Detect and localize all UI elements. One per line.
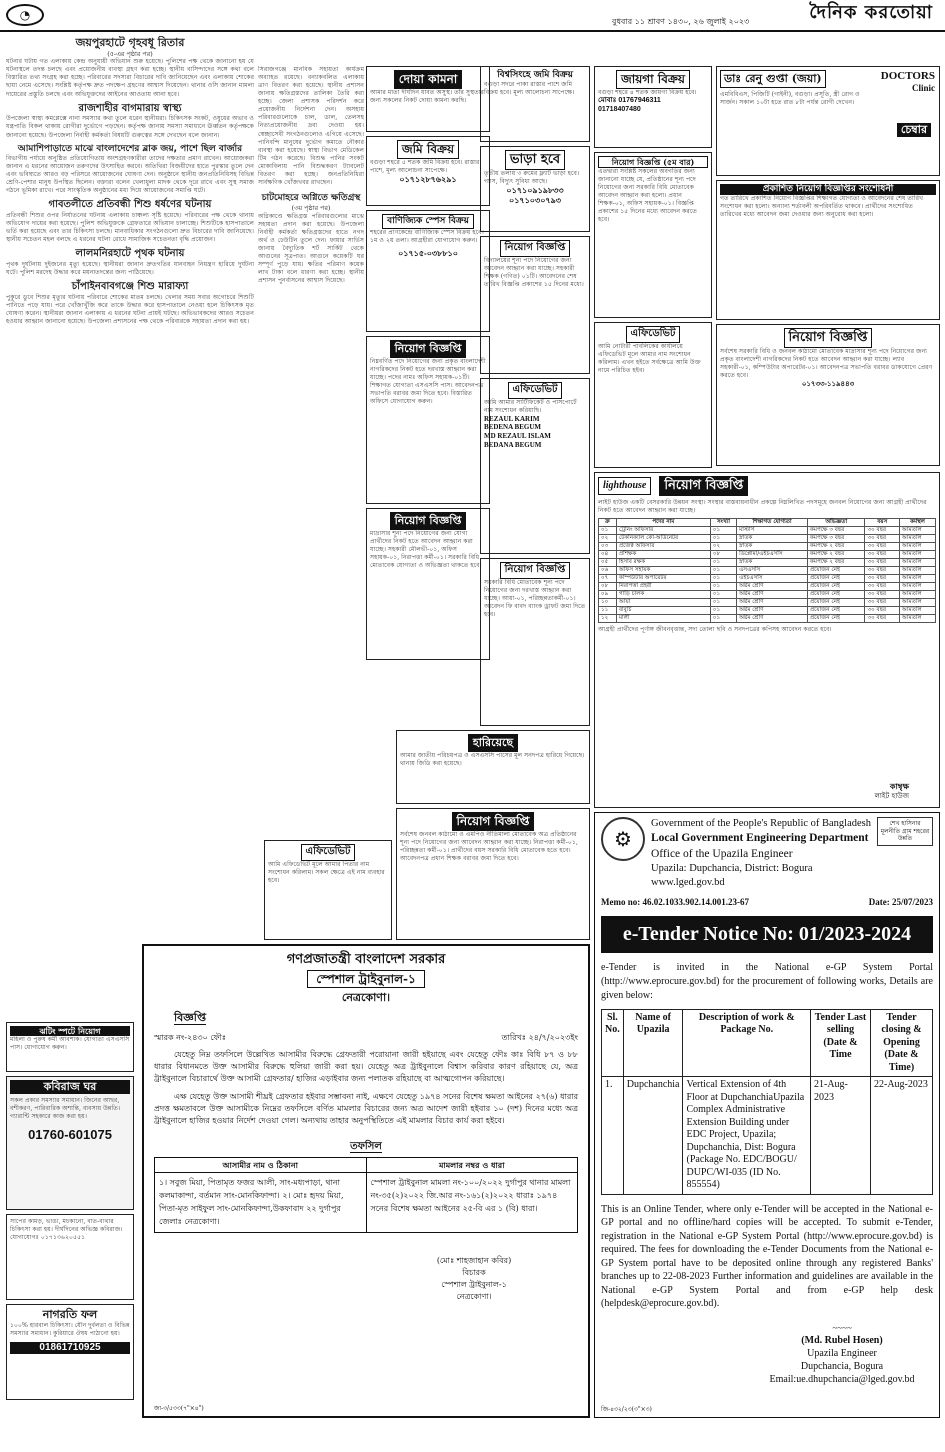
lged-signer: (Md. Rubel Hosen) (801, 1335, 883, 1347)
court-ref: স্মারক নং-২৪৩০ ফৌঃ (154, 1032, 227, 1042)
ad-niyog-3: নিয়োগ বিজ্ঞপ্তি বিদ্যালয়ের শূন্য পদে নিয়োগের জন্য আবেদন আহ্বান করা যাচ্ছে। সহকারী শিক্ষক (গণিত) ০১টি। আবেদনের শেষ তারিখ বিজ্ঞপ্তি প্রকাশের ১৫ দিনের মধ্যে। (480, 236, 590, 374)
lighthouse-cell: প্রয়োজন নেই (807, 591, 865, 599)
kabiraj-ad: কবিরাজ ঘর সকল প্রকার সমস্যার সমাধান। জিনের আছর, বশীকরণ, পারিবারিক অশান্তি, ব্যবসায় উন্নতি। গ্যারান্টি সহকারে কাজ করা হয়। 01760-601075 (6, 1076, 134, 1210)
lighthouse-th-3: শিক্ষাগত যোগ্যতা (737, 519, 808, 527)
ad-jomi-phone: ০১৭১২৮৭৬২৯১ (399, 175, 457, 185)
ad-niyog-3-title: নিয়োগ বিজ্ঞপ্তি (500, 240, 571, 257)
second-news-column: সিরাজগঞ্জে মানবিক সহায়তা কার্যক্রম অব্যাহত রয়েছে। বন্যাকবলিত এলাকায় ত্রাণ বিতরণ করা হয়েছে। স্থানীয় প্রশাসন জানায় ক্ষতিগ্রস্তদের তালিকা তৈরি করা হচ্ছে। জেলা প্রশাসক পরিদর্শন করে প্রয়োজনীয় নির্দেশনা দেন। অসহায় পরিবারগুলোকে চাল, ডাল, তেলসহ নিত্যপ্রয়োজনীয় দ্রব্য দেওয়া হয়। স্বেচ্ছাসেবী সংগঠনগুলোও এগিয়ে এসেছে। পানিবন্দি মানুষের দুর্ভোগ কমাতে নৌকার ব্যবস্থা করা হয়েছে। স্বাস্থ্য বিভাগ মেডিকেল টিম গঠন করেছে। বিশুদ্ধ পানির সংকট মোকাবিলায় পানি বিশুদ্ধকরণ ট্যাবলেট বিতরণ করা হচ্ছে। জনপ্রতিনিধিরা সার্বক্ষণিক খোঁজখবর রাখছেন। চাটমোহরে অগ্নিতে ক্ষতিগ্রস্থ (৩য় পৃষ্ঠার পর) অগ্নিকাণ্ডে ক্ষতিগ্রস্ত পরিবারগুলোর মাঝে সহায়তা প্রদান করা হয়েছে। উপজেলা নির্বাহী কর্মকর্তা ক্ষতিগ্রস্তদের হাতে নগদ অর্থ ও ঢেউটিন তুলে দেন। ফায়ার সার্ভিস জানায় বৈদ্যুতিক শর্ট সার্কিট থেকে আগুনের সূত্রপাত। আগুনে কয়েকটি ঘর সম্পূর্ণ পুড়ে যায়। ক্ষতির পরিমাণ কয়েক লাখ টাকা বলে ধারণা করা হচ্ছে। স্থানীয় প্রশাসন পুনর্বাসনের আশ্বাস দিয়েছে। (258, 66, 364, 285)
lighthouse-title: নিয়োগ বিজ্ঞপ্তি (659, 476, 748, 496)
ad-niyog-2: নিয়োগ বিজ্ঞপ্তি মাদ্রাসার শূন্য পদে নিয়োগের জন্য যোগ্য প্রার্থীদের নিকট হতে আবেদন আহ্বান করা যাচ্ছে। সহকারী মৌলভী-০১, অফিস সহায়ক-০১, নিরাপত্তা কর্মী-০১। সরকারি বিধি মোতাবেক যোগ্যতা ও অভিজ্ঞতা থাকতে হবে। (366, 508, 490, 660)
small-ad-title: ঝটিং স্পটে নিয়োগ (10, 1026, 130, 1036)
lighthouse-cell: আমতলি (900, 543, 936, 551)
lged-footnote: জি-৪৩২/২৩(৩"×৩) (601, 1405, 652, 1413)
lighthouse-cell: ৩০ বছর (865, 583, 900, 591)
lighthouse-cell: স্নাতক (737, 543, 808, 551)
lighthouse-cell: ০১ (710, 567, 736, 575)
ad-affidavit-3-title: এফিডেভিট (301, 844, 356, 861)
news-headline-4: গাবতলীতে প্রতিবন্ধী শিশু ধর্ষণের ঘটনায় (48, 199, 212, 211)
ad-haraiyeche: হারিয়েছে আমার জাতীয় পরিচয়পত্র ও এসএসসি পাসের মূল সনদপত্র হারিয়ে গিয়েছে। থানায় জিডি করা হয়েছে। (396, 730, 590, 804)
lighthouse-cell: ১১ (599, 607, 617, 615)
nagorti-phone: 01861710925 (10, 1342, 130, 1355)
ad-jomi-bikroy: জমি বিক্রয় বগুড়া শহরে ৫ শতক জমি বিক্রয় হবে। রাস্তার পাশে, মূল্য আলোচনা সাপেক্ষে। ০১৭১২৮৭৬২৯১ (366, 136, 490, 206)
court-sign2: বিচারক (462, 1268, 486, 1278)
court-tribunal: স্পেশাল ট্রাইবুনাল-১ (307, 970, 425, 988)
lighthouse-cell: ০৩ (599, 543, 617, 551)
affidavit-name-3: MD REZAUL ISLAM (484, 432, 551, 441)
ad-affidavit-1-title: এফিডেভিট (508, 382, 563, 399)
paper-logo-icon: ◔ (6, 4, 44, 26)
lged-line3: Office of the Upazila Engineer (651, 847, 793, 860)
table-row (599, 599, 936, 607)
lged-th-desc: Description of work & Package No. (683, 1009, 811, 1077)
correction-notice: প্রকাশিত নিয়োগ বিজ্ঞপ্তির সংশোধনী গত তারিখে প্রকাশিত নিয়োগ বিজ্ঞপ্তির শিক্ষাগত যোগ্যতা ও আবেদনের শেষ তারিখ সংশোধন করা হলো। অন্যান্য শর্তাবলী অপরিবর্তিত থাকবে। প্রার্থীদের সংশোধিত তারিখের মধ্যে আবেদন জমা দেওয়ার জন্য অনুরোধ করা হলো। (716, 180, 940, 320)
lighthouse-cell: ৩০ বছর (865, 591, 900, 599)
lighthouse-cell: ০২ (599, 535, 617, 543)
ad-jayga-phone2: 01718407480 (598, 105, 641, 113)
lighthouse-cell: ০৮ (599, 583, 617, 591)
lighthouse-cell: প্রয়োজন নেই (807, 567, 865, 575)
lighthouse-signature: কাম্বৃক্ষ (889, 781, 909, 791)
table-row (599, 575, 936, 583)
lighthouse-cell: ০২ (710, 543, 736, 551)
lighthouse-cell: ৩০ বছর (865, 527, 900, 535)
lighthouse-cell: অফিস সহায়ক (616, 567, 710, 575)
table-row (599, 535, 936, 543)
doctor-name: ডাঃ রেনু গুপ্তা (জয়া) (720, 70, 826, 88)
lighthouse-cell: কমপক্ষে ৩ বছর (807, 535, 865, 543)
lighthouse-cell: আয়া (616, 599, 710, 607)
lighthouse-th-0: ক্র (599, 519, 617, 527)
small-ad-2: সাপের কামড়, ভাঙা, মচকানো, বাত-ব্যথার চিকিৎসা করা হয়। দীর্ঘদিনের অভিজ্ঞ কবিরাজ। যোগাযোগঃ ০১৭১৩৬২০৫৫১ (6, 1214, 134, 1300)
left-news-column: জয়পুরহাটে গৃহবধূ রিতার (৫-এর পৃষ্ঠার পর) ঘটনার ঘটায় গত এলাকায় কেন্দ্র অনুযায়ী অভিযান শুরু হয়েছে। পুলিশের পক্ষ থেকে জানানো হয় যে ঘটনাস্থলে তদন্ত চলছে এবং প্রয়োজনীয় ব্যবস্থা গ্রহণ করা হচ্ছে। স্থানীয় বাসিন্দাদের সঙ্গে কথা বলে বিস্তারিত তথ্য সংগ্রহ করা হচ্ছে। পরিবারের সদস্যরা বিচারের দাবি জানিয়েছেন এবং এলাকায় শোকের ছায়া নেমে এসেছে। সংশ্লিষ্ট কর্তৃপক্ষ দ্রুত পদক্ষেপ গ্রহণের আশ্বাস দিয়েছেন। থানার ওসি জানান মামলা দায়েরের প্রস্তুতি চলছে এবং অভিযুক্তদের আইনের আওতায় আনা হবে। রাজশাহীর বাগমারায় স্বাস্থ্য উপজেলা স্বাস্থ্য কমপ্লেক্সে নানা সমস্যার কথা তুলে ধরেন স্থানীয়রা। চিকিৎসক সংকট, ওষুধের অভাব ও যন্ত্রপাতি বিকল থাকায় রোগীরা দুর্ভোগে পড়ছেন। কর্তৃপক্ষ জানায় সমস্যা সমাধানে ঊর্ধ্বতন কর্তৃপক্ষকে জানানো হয়েছে। উপজেলা নির্বাহী কর্মকর্তা বিষয়টি গুরুত্বের সঙ্গে দেখছেন বলে জানান। আমাশিপাড়াতে মাঝে বাংলাদেশের ব্লাক জয়, পাশে ছিল বার্জার বিভাগীয় পর্যায়ে অনুষ্ঠিত প্রতিযোগিতায় অংশগ্রহণকারীরা তাদের দক্ষতার প্রমাণ রাখেন। আয়োজকরা জানান এ ধরনের আয়োজন তরুণদের উৎসাহিত করবে। অতিথিরা বিজয়ীদের হাতে পুরস্কার তুলে দেন এবং ভবিষ্যতে আরও বড় পরিসরে আয়োজনের ঘোষণা দেন। অনুষ্ঠানে স্থানীয় জনপ্রতিনিধিসহ বিভিন্ন শ্রেণি-পেশার মানুষ উপস্থিত ছিলেন। বক্তারা বলেন খেলাধুলা মাদক থেকে দূরে রাখে এবং সুস্থ সমাজ গঠনে ভূমিকা রাখে। পরে সাংস্কৃতিক অনুষ্ঠানের মধ্য দিয়ে আয়োজনের সমাপ্তি ঘটে। গাবতলীতে প্রতিবন্ধী শিশু ধর্ষণের ঘটনায় প্রতিবন্ধী শিশুর ওপর নির্যাতনের ঘটনায় এলাকায় চাঞ্চল্য সৃষ্টি হয়েছে। পরিবারের পক্ষ থেকে থানায় অভিযোগ দায়ের করা হয়েছে। পুলিশ অভিযুক্তকে গ্রেফতারে অভিযান চালাচ্ছে। শিশুটিকে হাসপাতালে ভর্তি করা হয়েছে এবং তার চিকিৎসা চলছে। মানবাধিকার সংগঠনগুলো দ্রুত বিচারের দাবি জানিয়েছে। স্থানীয় সচেতন মহল বলছে এ ধরনের ঘটনা রোধে সামাজিক সচেতনতা বৃদ্ধি প্রয়োজন। লালমনিরহাটে পৃথক ঘটনায় পৃথক দুর্ঘটনায় দুইজনের মৃত্যু হয়েছে। স্থানীয়রা জানান দ্রুতগতির যানবাহন নিয়ন্ত্রণ হারিয়ে দুর্ঘটনা ঘটে। পুলিশ মরদেহ উদ্ধার করে ময়নাতদন্তের জন্য পাঠিয়েছে। চাঁপাইনবাবগঞ্জে শিশু মারাফ্যা পুকুরে ডুবে শিশুর মৃত্যুর ঘটনায় পরিবারে শোকের মাতম চলছে। খেলার সময় সবার অগোচরে শিশুটি পানিতে পড়ে যায়। পরে খোঁজাখুঁজি করে তাকে উদ্ধার করে হাসপাতালে নেওয়া হলে চিকিৎসক মৃত ঘোষণা করেন। স্থানীয়রা জানান এলাকায় এ ধরনের ঘটনা প্রায়ই ঘটছে। অভিভাবকদের আরও সচেতন হওয়ার আহ্বান জানানো হয়েছে। উপজেলা প্রশাসনের পক্ষ থেকে পরিবারকে সহায়তা প্রদান করা হয়। (6, 36, 254, 326)
lighthouse-cell: অষ্টম শ্রেণি (737, 607, 808, 615)
lged-th-closing: Tender closing & Opening (Date & Time) (871, 1009, 933, 1077)
lged-line1: Government of the People's Republic of Bangladesh (651, 818, 872, 829)
lighthouse-cell: ০১ (710, 535, 736, 543)
table-row (599, 527, 936, 535)
news-headline-5: লালমনিরহাটে পৃথক ঘটনায় (75, 248, 185, 260)
lged-td-upazila: Dupchanchia (623, 1077, 683, 1195)
news-headline-chatmohar: চাটমোহরে অগ্নিতে ক্ষতিগ্রস্থ (261, 192, 361, 203)
ad-jayga-phone1: মোবাঃ 01767946311 (598, 97, 661, 105)
table-row (599, 615, 936, 623)
lged-intro: e-Tender is invited in the National e-GP System Portal (http://www.eprocure.gov.bd) for the procurement of following works, Details are given below: (601, 961, 933, 1001)
nagorti-title: নাগরতি ফল (42, 1308, 98, 1321)
lighthouse-cell: কমপক্ষে ২ বছর (807, 559, 865, 567)
ad-niyog-4-title: নিয়োগ বিজ্ঞপ্তি (500, 562, 571, 579)
lighthouse-cell: ০৪ (599, 551, 617, 559)
lighthouse-cell: ০১ (599, 527, 617, 535)
lighthouse-cell: এসএসসি (737, 567, 808, 575)
small-ad-job: ঝটিং স্পটে নিয়োগ মহিলা ও পুরুষ কর্মী আবশ্যক। যোগ্যতা এসএসসি পাস। যোগাযোগ করুন। (6, 1022, 134, 1072)
lged-th-sl: Sl. No. (602, 1009, 624, 1077)
lighthouse-cell: ০৯ (599, 591, 617, 599)
lighthouse-cell: গাড়ি চালক (616, 591, 710, 599)
table-row (599, 551, 936, 559)
lged-signer-email: Email:ue.dhupchancia@lged.gov.bd (769, 1374, 915, 1386)
court-col2-head: মামলার নম্বর ও ধারা (366, 1158, 578, 1173)
lighthouse-cell: আমতলি (900, 535, 936, 543)
table-row (599, 583, 936, 591)
lighthouse-cell: আমতলি (900, 527, 936, 535)
lighthouse-cell: ০১ (710, 591, 736, 599)
lighthouse-cell: ০১ (710, 607, 736, 615)
court-footnote: জা-৩/৫৩৩(৭"×৪") (154, 1404, 204, 1412)
lighthouse-cell: অষ্টম শ্রেণি (737, 583, 808, 591)
ad-niyog-1: নিয়োগ বিজ্ঞপ্তি নিম্নবর্ণিত পদে নিয়োগের জন্য প্রকৃত বাংলাদেশী নাগরিকদের নিকট হতে দরখাস্ত আহ্বান করা যাচ্ছে। পদের নামঃ অফিস সহায়ক-০১টি। শিক্ষাগত যোগ্যতা এসএসসি পাস। আবেদনপত্র সভাপতি বরাবর জমা দিতে হবে। বিস্তারিত অফিসে যোগাযোগ করুন। (366, 336, 490, 504)
lighthouse-cell: অষ্টম শ্রেণি (737, 591, 808, 599)
lighthouse-cell: স্নাতক (737, 535, 808, 543)
lged-td-closing: 22-Aug-2023 (871, 1077, 933, 1195)
court-para-2: এক্ষ যেহেতু উক্ত আসামী শীঘ্রই গ্রেফতার হইবার সম্ভাবনা নাই, এক্ষণে যেহেতু ১৯৭৪ সনের বিশেষ ক্ষমতা আইনের ২৭(৬) ধারার প্রদত্ত ক্ষমতাবলে উক্ত আসামীকে নিম্নের তফসিলে বর্ণিত মামলার বিচারের জন্য অত্র আদেশ জারী হইবার ১০ (দশ) দিনের মধ্যে অত্র ট্রাইবুনালে হাজির হওয়ার নির্দেশ দেওয়া গেল। অন্যথায় তাহার অনুপস্থিতিতে এই মামলার বিচার কার্য করা হইবে। (154, 1091, 578, 1125)
lighthouse-cell: ০১ (710, 527, 736, 535)
ad-niyog-2-title: নিয়োগ বিজ্ঞপ্তি (390, 512, 467, 530)
lighthouse-cell: প্রয়োজন নেই (807, 575, 865, 583)
ad-biswagonj-title: বিশ্বসিংহে জমি বিক্রয় (497, 70, 573, 80)
lighthouse-cell: মালী (616, 615, 710, 623)
kabiraj-title: কবিরাজ ঘর (10, 1080, 130, 1094)
court-col2: স্পেশাল ট্রাইবুনাল মামলা নং-১০০/২০২২ দুর্গাপুর থানার মামলা নং-৩৫(২)২০২২ জি.আর নং-১৬১(২)২০২২ ধারাঃ ১৯৭৪ সনের বিশেষ ক্ষমতা আইনের ২৫-বি এর ১ (বি) ধারা। (366, 1173, 578, 1233)
doctor-chamber: চেম্বার (897, 123, 931, 137)
lighthouse-cell: ৩০ বছর (865, 567, 900, 575)
lighthouse-cell: ৩০ বছর (865, 535, 900, 543)
court-govt: গণপ্রজাতন্ত্রী বাংলাদেশ সরকার (286, 952, 446, 967)
lighthouse-cell: আমতলি (900, 583, 936, 591)
table-row (599, 591, 936, 599)
lighthouse-table (598, 518, 936, 623)
court-place: নেত্রকোণা। (341, 991, 391, 1005)
ad-niyog-right-title: নিয়োগ বিজ্ঞপ্তি (784, 328, 873, 348)
lighthouse-cell: ৩০ বছর (865, 607, 900, 615)
table-row (599, 607, 936, 615)
table-row (599, 567, 936, 575)
lighthouse-cell: অষ্টম শ্রেণি (737, 615, 808, 623)
news-sub-chatmohar: (৩য় পৃষ্ঠার পর) (291, 204, 331, 213)
lighthouse-cell: হিসাব রক্ষক (616, 559, 710, 567)
lighthouse-cell: বাবুর্চি (616, 607, 710, 615)
lged-tender-title: e-Tender Notice No: 01/2023-2024 (601, 916, 933, 953)
lighthouse-notice: lighthouse নিয়োগ বিজ্ঞপ্তি লাইট হাউজ একটি বেসরকারি উন্নয়ন সংস্থা। সংস্থার বাস্তবায়নাধীন প্রকল্পে নিম্নলিখিত পদসমূহে জনবল নিয়োগের জন্য আগ্রহী প্রার্থীদের নিকট হতে আবেদন আহ্বান করা যাচ্ছে। ক্র পদের নাম সংখ্যা শিক্ষাগত যোগ্যতা অভিজ্ঞতা বয়স কর্মস্থল ০১ ট্রেনিং অফিসার ০১ মাস্টার্স কমপক্ষে ৩ বছর ৩০ বছর আমতলি ০২ টেকনিক্যাল কো-অর্ডিনেটর ০১ স্নাতক কমপক্ষে ৩ বছর ৩০ বছর আমতলি ০৩ প্রজেক্ট অফিসার ০২ স্নাতক কমপক্ষে ২ বছর ৩০ বছর আমতলি ০৪ প্রশিক্ষক ০৮ ডিপ্লোমা/এইচএসসি কমপক্ষে ২ বছর ৩০ বছর আমতলি ০৫ হিসাব রক্ষক ০১ স্নাতক কমপক্ষে ২ বছর ৩০ বছর আমতলি ০৬ অফিস সহায়ক ০১ এসএসসি প্রয়োজন নেই ৩০ বছর আমতলি ০৭ কম্পিউটার অপারেটর ০১ এইচএসসি প্রয়োজন নেই ৩০ বছর আমতলি ০৮ নিরাপত্তা প্রহরী ০১ অষ্টম শ্রেণি প্রয়োজন নেই ৩০ বছর আমতলি ০৯ গাড়ি চালক ০১ অষ্টম শ্রেণি প্রয়োজন নেই ৩০ বছর আমতলি ১০ আয়া ০১ অষ্টম শ্রেণি প্রয়োজন নেই ৩০ বছর আমতলি ১১ বাবুর্চি ০১ অষ্টম শ্রেণি প্রয়োজন নেই ৩০ বছর আমতলি ১২ মালী ০১ অষ্টম শ্রেণি প্রয়োজন নেই ৩০ বছর আমতলি আগ্রহী প্রার্থীদের পূর্ণাঙ্গ জীবনবৃত্তান্ত, সদ্য তোলা ছবি ও সনদপত্রের কপিসহ আবেদন করতে হবে। কাম্বৃক্ষ লাইট হাউজ (594, 472, 940, 808)
lighthouse-cell: আমতলি (900, 551, 936, 559)
lighthouse-cell: আমতলি (900, 607, 936, 615)
doctor-clinic-en2: Clinic (911, 83, 935, 93)
court-sign4: নেত্রকোণা। (456, 1292, 492, 1302)
lged-td-desc: Vertical Extension of 4th Floor at DupchanchiaUpazila Complex Administrative Extension Building under EDC Project, Upazila; Dupchanchia, Dist: Bogura (Package No. EDC/BOGU/ DUPC/WI-035 (ID No. 855554) (683, 1077, 811, 1195)
lged-date: Date: 25/07/2023 (868, 896, 933, 907)
ad-affidavit-3: এফিডেভিট আমি এফিডেভিট মূলে আমার পিতার নাম সংশোধন করিলাম। সকল ক্ষেত্রে এই নাম ব্যবহার হবে। (264, 840, 392, 940)
lighthouse-cell: ০৬ (599, 567, 617, 575)
lighthouse-cell: কম্পিউটার অপারেটর (616, 575, 710, 583)
lighthouse-cell: আমতলি (900, 615, 936, 623)
ad-jayga: জায়গা বিক্রয় বগুড়া শহরে ৪ শতক জায়গা বিক্রয় হবে। মোবাঃ 01767946311 01718407480 (594, 66, 712, 148)
court-notice (142, 944, 590, 1418)
lged-body: This is an Online Tender, where only e-Tender will be accepted in the National e-GP portal and no offline/hard copies will be accepted. To submit e-Tender, registration in the National e-GP System Portal (http://www.eprocure.gov.bd) is required. The fees for downloading the e-Tender Documents from the National e-GP System portal have to be deposited online through any registered Banks' branches up to 22-08-2023 Further information and guidelines are available in the National e-GP System Portal and from e-GP help desk (helpdesk@eprocure.gov.bd). (601, 1203, 933, 1310)
lighthouse-cell: প্রয়োজন নেই (807, 583, 865, 591)
court-col1-head: আসামীর নাম ও ঠিকানা (155, 1158, 367, 1173)
news-headline-1: জয়পুরহাটে গৃহবধূ রিতার (75, 36, 185, 49)
brand-title: দৈনিক করতোয়া (809, 2, 933, 23)
lged-th-upazila: Name of Upazila (623, 1009, 683, 1077)
nagorti-ad: নাগরতি ফল ১০০% হারবাল চিকিৎসা। যৌন দুর্বলতা ও বিভিন্ন সমস্যার সমাধান। কুরিয়ারে ঔষধ পাঠানো হয়। 01861710925 (6, 1304, 134, 1400)
ad-banijjik-title: বাণিজ্যিক স্পেস বিক্রয় (382, 214, 474, 229)
court-tafsil: তফসিল (350, 1140, 382, 1152)
ad-jomi-title: জমি বিক্রয় (397, 140, 459, 159)
lighthouse-cell: প্রয়োজন নেই (807, 599, 865, 607)
ad-affidavit-1: এফিডেভিট আমি আমার সার্টিফিকেট ও পাসপোর্টে নাম সংশোধন করিয়াছি। REZAUL KARIM BEDENA BEGUM MD REZAUL ISLAM BEDANA BEGUM (480, 378, 590, 554)
ad-niyog-1-title: নিয়োগ বিজ্ঞপ্তি (390, 340, 467, 358)
lighthouse-cell: ০৫ (599, 559, 617, 567)
lighthouse-th-2: সংখ্যা (710, 519, 736, 527)
lged-td-selling: 21-Aug-2023 (811, 1077, 871, 1195)
lighthouse-cell: ১২ (599, 615, 617, 623)
table-row (599, 559, 936, 567)
lged-signature-scribble: ~~~~ (832, 1322, 852, 1333)
ad-niyog-4: নিয়োগ বিজ্ঞপ্তি সরকারি বিধি মোতাবেক শূন্য পদে নিয়োগের জন্য দরখাস্ত আহ্বান করা যাচ্ছে। আয়া-০১, পরিচ্ছন্নতাকর্মী-০১। আবেদন ফি বাবদ ব্যাংক ড্রাফট জমা দিতে হবে। (480, 558, 590, 726)
court-table (154, 1157, 578, 1233)
ad-banijjik-phone: ০১৭১৫-০৩৮৮১০ (398, 249, 458, 259)
lighthouse-cell: কমপক্ষে ৩ বছর (807, 527, 865, 535)
ad-vara: ভাড়া হবে তৃতীয় তলায় ৩ রুমের ফ্ল্যাট ভাড়া হবে। গ্যাস, বিদ্যুৎ সুবিধা আছে। ০১৭১০৯১৯৮৩৩ ০১৭১০৩০৭৯৩ (480, 146, 590, 232)
doctor-ad: ডাঃ রেনু গুপ্তা (জয়া) DOCTORS Clinic এমবিবিএস, পিজিটি (গাইনী), বগুড়া। প্রসূতি, স্ত্রী রোগ ও সার্জন। সকাল ১০টা হতে রাত ৮টা পর্যন্ত রোগী দেখেন। চেম্বার (716, 66, 940, 176)
ad-affidavit-2-title: এফিডেভিট (626, 326, 681, 343)
ad-niyog-5: নিয়োগ বিজ্ঞপ্তি (৫ম বার) এতদ্বারা সংশ্লিষ্ট সকলের অবগতির জন্য জানানো যাচ্ছে যে, প্রতিষ্ঠানের শূন্য পদে নিয়োগের জন্য সরকারি বিধি মোতাবেক আবেদন আহ্বান করা হলো। প্রধান শিক্ষক-০১, অফিস সহায়ক-০১। বিজ্ঞপ্তি প্রকাশের ১৫ দিনের মধ্যে আবেদন করতে হবে। (594, 152, 712, 318)
news-headline-3: আমাশিপাড়াতে মাঝে বাংলাদেশের ব্লাক জয়, পাশে ছিল বার্জার (17, 143, 243, 154)
lighthouse-cell: ডিপ্লোমা/এইচএসসি (737, 551, 808, 559)
lighthouse-cell: ০৮ (710, 551, 736, 559)
court-sign: (মোঃ শাহজাহান কবির) (436, 1256, 512, 1266)
masthead (0, 0, 945, 32)
lighthouse-cell: টেকনিক্যাল কো-অর্ডিনেটর (616, 535, 710, 543)
court-para-1: যেহেতু নিম্ন তফসিলে উল্লেখিত আসামীর বিরুদ্ধে গ্রেফতারী পরোয়ানা জারী হইয়াছে এবং যেহেতু ফৌঃ কাঃ বিধি ৮৭ ও ৮৮ ধারার বিধানমতে উক্ত আসামীর বিরুদ্ধে হুলিয়া জারী করা হয়। যেহেতু অত্র ট্রাইবুনালে বিশ্বাস করিবার কারণ রহিয়াছে যে, অত্র ট্রাইবুনালে বিচারার্থে উক্ত আসামী গ্রেফতার/ হাজির এড়াইবার জন্য পলাতক রহিয়াছে বা আত্মগোপন করিয়াছে। (154, 1049, 578, 1083)
table-row (599, 543, 936, 551)
lighthouse-cell: প্রয়োজন নেই (807, 607, 865, 615)
lighthouse-logo: lighthouse (598, 477, 651, 496)
lighthouse-cell: ৩০ বছর (865, 615, 900, 623)
lighthouse-cell: ৩০ বছর (865, 543, 900, 551)
lighthouse-cell: ট্রেনিং অফিসার (616, 527, 710, 535)
correction-title: প্রকাশিত নিয়োগ বিজ্ঞপ্তির সংশোধনী (720, 184, 936, 195)
lighthouse-cell: ০৭ (599, 575, 617, 583)
lighthouse-th-1: পদের নাম (616, 519, 710, 527)
lighthouse-cell: আমতলি (900, 591, 936, 599)
ad-biswagonj: বিশ্বসিংহে জমি বিক্রয় বগুড়া সদরে পাকা রাস্তার পাশে জমি বিক্রয় হবে। মূল্য আলোচনা সাপেক্ষে। (480, 66, 590, 142)
lighthouse-cell: ৩০ বছর (865, 599, 900, 607)
ad-niyog-big: নিয়োগ বিজ্ঞপ্তি সর্বশেষ জনবল কাঠামো ও এমপিও নীতিমালা মোতাবেক অত্র প্রতিষ্ঠানের শূন্য পদে নিয়োগের জন্য আবেদন আহ্বান করা যাচ্ছে। নিরাপত্তা কর্মী-০১, পরিচ্ছন্নতা কর্মী-০১। প্রার্থীদের বয়স সরকারি বিধি মোতাবেক হতে হবে। আবেদনপত্র প্রধান শিক্ষক বরাবর জমা দিতে হবে। (396, 808, 590, 940)
lged-tender-table (601, 1009, 933, 1195)
ad-niyog-right: নিয়োগ বিজ্ঞপ্তি সর্বশেষ সরকারি বিধি ও জনবল কাঠামো মোতাবেক মাদ্রাসার শূন্য পদে নিয়োগের জন্য প্রকৃত বাংলাদেশী নাগরিকদের নিকট হতে আবেদন আহ্বান করা যাচ্ছে। ল্যাব সহকারী-০১, কম্পিউটার অপারেটর-০১। আবেদনপত্র সভাপতি বরাবর ডাকযোগে প্রেরণ করতে হবে। ০১৭৩৩-১১৯৪৪৩ (716, 324, 940, 466)
lighthouse-signature-sub: লাইট হাউজ (874, 792, 909, 801)
lighthouse-cell: কমপক্ষে ২ বছর (807, 543, 865, 551)
lged-line2: Local Government Engineering Department (651, 832, 869, 845)
ad-niyog-right-phone: ০১৭৩৩-১১৯৪৪৩ (801, 380, 855, 388)
lighthouse-cell: ৩০ বছর (865, 559, 900, 567)
ad-affidavit-2: এফিডেভিট আমি নোটারী পাবলিকের কার্যালয়ে এফিডেভিট মূলে আমার নাম সংশোধন করিলাম। এখন হইতে সর্বক্ষেত্রে আমি উক্ত নামে পরিচিত হইব। (594, 322, 712, 468)
ad-doa: দোয়া কামনা আমার মাতা দীর্ঘদিন যাবত অসুস্থ। তাঁর সুস্থতার জন্য সকলের নিকট দোয়া কামনা করছি। (366, 66, 490, 132)
ad-vara-phone2: ০১৭১০৩০৭৯৩ (509, 196, 561, 206)
lighthouse-cell: স্নাতক (737, 559, 808, 567)
lged-logo-icon: ⚙ (601, 817, 645, 861)
lighthouse-cell: ৩০ বছর (865, 551, 900, 559)
doctor-clinic-en: DOCTORS (880, 70, 935, 82)
ad-jayga-title: জায়গা বিক্রয় (616, 70, 690, 89)
lged-signer-title: Upazila Engineer (807, 1348, 877, 1360)
lighthouse-th-5: বয়স (865, 519, 900, 527)
lged-slogan: শেখ হাসিনার মূলনীতি গ্রাম শহরের উন্নতি (877, 817, 933, 846)
lighthouse-cell: ০১ (710, 599, 736, 607)
lged-line4: Upazila: Dupchancia, District: Bogura (651, 863, 813, 875)
lged-signer-place: Dupchancia, Bogura (800, 1361, 884, 1373)
lged-memo: Memo no: 46.02.1033.902.14.001.23-67 (601, 896, 749, 907)
ad-haraiyeche-title: হারিয়েছে (468, 734, 518, 752)
lighthouse-cell: মাস্টার্স (737, 527, 808, 535)
lged-td-sl: 1. (602, 1077, 624, 1195)
lighthouse-th-4: অভিজ্ঞতা (807, 519, 865, 527)
affidavit-name-1: REZAUL KARIM (484, 414, 540, 423)
news-headline-2: রাজশাহীর বাগমারায় স্বাস্থ্য (78, 102, 182, 114)
lighthouse-th-6: কর্মস্থল (900, 519, 936, 527)
affidavit-name-2: BEDENA BEGUM (484, 423, 541, 432)
lged-tender-notice (594, 812, 940, 1418)
lighthouse-cell: ০১ (710, 615, 736, 623)
lighthouse-cell: ০১ (710, 559, 736, 567)
date-line: বুধবার ১১ শ্রাবণ ১৪৩০, ২৬ জুলাই ২০২৩ (612, 17, 750, 26)
lighthouse-cell: ০১ (710, 575, 736, 583)
lighthouse-cell: প্রজেক্ট অফিসার (616, 543, 710, 551)
lighthouse-cell: ১০ (599, 599, 617, 607)
lged-th-selling: Tender Last selling (Date & Time (811, 1009, 871, 1077)
court-col1: ১। সবুজ মিয়া, পিতামৃত ফজর আলী, সাং-মধ্যপাড়া, থানা কলমাকান্দা, বর্তমান সাং-মোনকিফান্দা। ২। মোঃ হৃদয় মিয়া, পিতা-মৃত সাইফুল সাং-মোনকিফান্দা,উকফাবাদ ২২ দুর্গাপুর জেলাঃ নেত্রকোণা। (155, 1173, 367, 1233)
news-sub-1: (৫-এর পৃষ্ঠার পর) (107, 50, 153, 59)
lighthouse-cell: আমতলি (900, 575, 936, 583)
ad-banijjik: বাণিজ্যিক স্পেস বিক্রয় শহরের প্রাণকেন্দ্রে বাণিজ্যিক স্পেস বিক্রয় হবে। ১ম ও ২য় তলা। আগ্রহীরা যোগাযোগ করুন। ০১৭১৫-০৩৮৮১০ (366, 210, 490, 332)
lighthouse-cell: এইচএসসি (737, 575, 808, 583)
lighthouse-cell: নিরাপত্তা প্রহরী (616, 583, 710, 591)
lighthouse-cell: আমতলি (900, 559, 936, 567)
lighthouse-cell: আমতলি (900, 567, 936, 575)
affidavit-name-4: BEDANA BEGUM (484, 440, 542, 449)
news-headline-6: চাঁপাইনবাবগঞ্জে শিশু মারাফ্যা (71, 281, 189, 293)
lighthouse-cell: ৩০ বছর (865, 575, 900, 583)
court-sign3: স্পেশাল ট্রাইবুনাল-১ (441, 1280, 507, 1290)
lighthouse-cell: কমপক্ষে ২ বছর (807, 551, 865, 559)
court-date: তারিখঃ ২৪/৭/২০২৩ইং (501, 1032, 578, 1042)
ad-niyog-big-title: নিয়োগ বিজ্ঞপ্তি (452, 812, 535, 831)
lighthouse-cell: আমতলি (900, 599, 936, 607)
lighthouse-cell: ০১ (710, 583, 736, 591)
ad-doa-title: দোয়া কামনা (394, 70, 463, 89)
ad-vara-title: ভাড়া হবে (505, 150, 565, 170)
lighthouse-cell: প্রয়োজন নেই (807, 615, 865, 623)
ad-vara-phone: ০১৭১০৯১৯৮৩৩ (506, 186, 564, 196)
lighthouse-cell: অষ্টম শ্রেণি (737, 599, 808, 607)
lighthouse-cell: প্রশিক্ষক (616, 551, 710, 559)
ad-niyog-5-title: নিয়োগ বিজ্ঞপ্তি (৫ম বার) (598, 156, 708, 168)
court-notice-title: বিজ্ঞপ্তি (174, 1011, 206, 1024)
lged-line5: www.lged.gov.bd (651, 877, 725, 889)
kabiraj-phone: 01760-601075 (28, 1126, 112, 1142)
